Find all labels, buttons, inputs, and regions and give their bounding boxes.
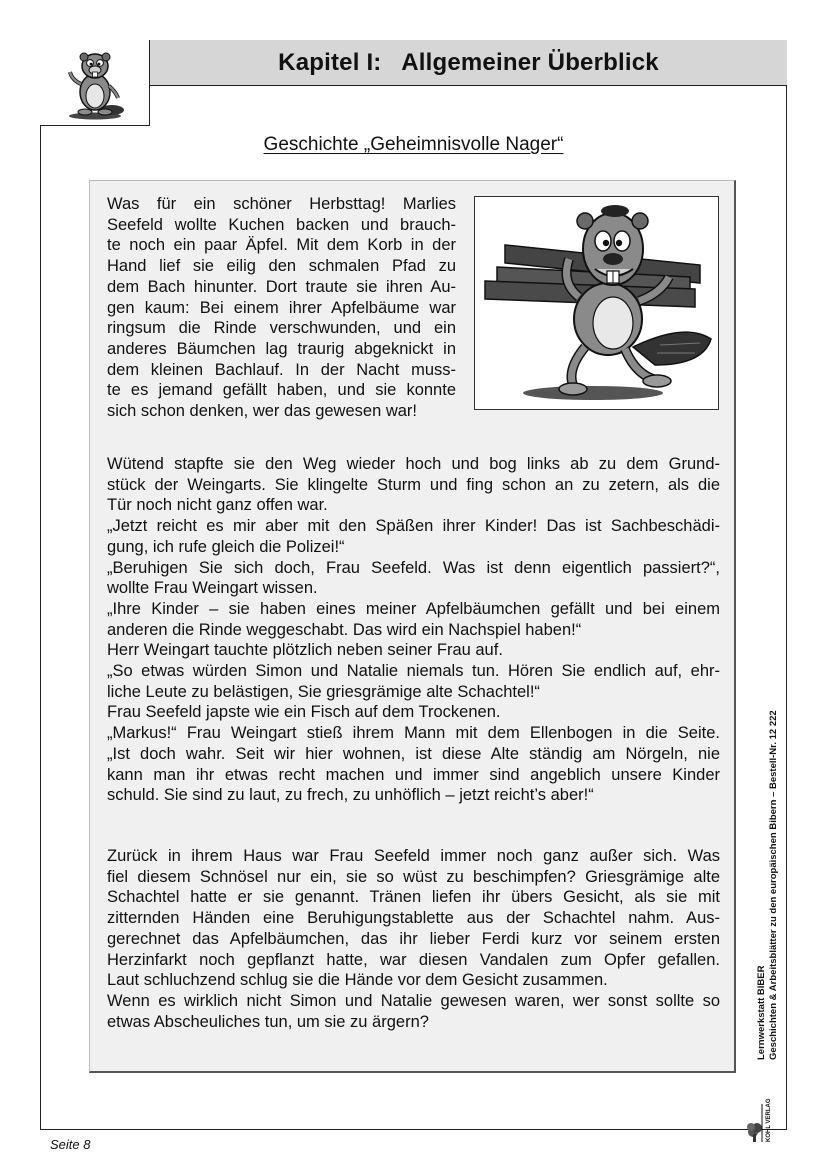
- beaver-carrying-planks-icon: [475, 197, 717, 408]
- text-line: „Ist doch wahr. Seit wir hier wohnen, ist diese Alte ständig am Nörgeln, nie: [107, 744, 720, 763]
- text-line: gerechnet das Apfelbäumchen, das ihr lieber Ferdi kurz vor seinem ersten: [107, 929, 720, 948]
- text-line: „So etwas würden Simon und Natalie niemals tun. Hören Sie endlich auf, ehr-: [107, 662, 720, 681]
- text-line: wollte Frau Weingart wissen.: [107, 579, 318, 598]
- text-line: ringsum die Rinde verschwunden, und ein: [107, 319, 456, 338]
- text-line: Tür noch nicht ganz offen war.: [107, 496, 328, 515]
- book-subtitle: Geschichten & Arbeitsblätter zu den europäischen Bibern – Bestell-Nr. 12 222: [767, 710, 779, 1060]
- text-line: Was für ein schöner Herbsttag! Marlies: [107, 195, 456, 213]
- text-line: Herzinfarkt noch gepflanzt hatte, war diesen Vandalen zum Opfer gefallen.: [107, 950, 720, 969]
- chapter-header: [150, 40, 787, 86]
- text-line: sich schon denken, wer das gewesen war!: [107, 402, 418, 421]
- story-illustration: [474, 196, 719, 410]
- text-line: Laut schluchzend schlug sie die Hände vor dem Gesicht zusammen.: [107, 971, 608, 990]
- chapter-title: Kapitel I: Allgemeiner Überblick: [278, 48, 659, 76]
- story-paragraph-3: [107, 846, 720, 1032]
- text-line: schuld. Sie sind zu laut, zu frech, zu unhöflich – jetzt reicht’s aber!“: [107, 786, 594, 805]
- beaver-mascot-icon: [60, 46, 130, 120]
- text-line: Hand lief sie eilig den schmalen Pfad zu: [107, 257, 456, 276]
- kohl-verlag-tree-logo-icon: [744, 1100, 780, 1144]
- text-line: te noch ein paar Äpfel. Mit dem Korb in der: [107, 236, 456, 255]
- text-line: liche Leute zu belästigen, Sie griesgrämige alte Schachtel!“: [107, 682, 540, 701]
- text-line: Wenn es wirklich nicht Simon und Natalie gewesen waren, wer sonst sollte so: [107, 991, 720, 1010]
- text-line: kann man ihr etwas recht machen und immer sind angeblich unsere Kinder: [107, 765, 720, 784]
- logo-box: [40, 40, 150, 126]
- story-paragraph-1: [107, 194, 456, 422]
- text-line: anderen die Rinde weggeschabt. Das wird ein Nachspiel haben!“: [107, 620, 582, 639]
- text-line: etwas Abscheuliches tun, um sie zu ärgern?: [107, 1012, 429, 1031]
- text-line: „Beruhigen Sie sich doch, Frau Seefeld. Was ist denn eigentlich passiert?“,: [107, 558, 720, 577]
- story-paragraph-2: [107, 454, 720, 806]
- text-line: dem kleinen Bachlauf. In der Nacht muss-: [107, 360, 456, 379]
- text-line: Schachtel hatte er sie genannt. Tränen liefen ihr übers Gesicht, als sie mit: [107, 888, 720, 907]
- text-line: gung, ich rufe gleich die Polizei!“: [107, 537, 345, 556]
- text-line: Seefeld wollte Kuchen backen und brauch-: [107, 215, 456, 234]
- text-line: Herr Weingart tauchte plötzlich neben seiner Frau auf.: [107, 641, 503, 660]
- text-line: „Jetzt reicht es mir aber mit den Späßen ihrer Kinder! Das ist Sachbeschädi-: [107, 517, 720, 536]
- text-line: gen kaum: Bei einem ihrer Apfelbäume war: [107, 298, 456, 317]
- text-line: „Markus!“ Frau Weingart stieß ihrem Mann mit dem Ellenbogen in die Seite.: [107, 724, 720, 743]
- series-title: Lernwerkstatt BIBER: [756, 965, 767, 1060]
- text-line: fiel diesem Schnösel nur ein, sie so wüst zu beschimpfen? Griesgrämige alte: [107, 867, 720, 886]
- text-line: zitternden Händen eine Beruhigungstablette aus der Schachtel nahm. Aus-: [107, 909, 720, 928]
- text-line: Frau Seefeld japste wie ein Fisch auf dem Trockenen.: [107, 703, 501, 722]
- text-line: Wütend stapfte sie den Weg wieder hoch und bog links ab zu dem Grund-: [107, 455, 720, 473]
- text-line: anderes Bäumchen lag traurig abgeknickt in: [107, 339, 456, 358]
- text-line: te es jemand gefällt haben, und sie konnte: [107, 381, 456, 400]
- text-line: „Ihre Kinder – sie haben eines meiner Apfelbäumchen gefällt und bei einem: [107, 599, 720, 618]
- text-line: stück der Weingarts. Sie klingelte Sturm und fing schon an zu zetern, als die: [107, 475, 720, 494]
- text-line: dem Bach hinunter. Dort traute sie ihren Au-: [107, 277, 456, 296]
- publication-info: [756, 710, 779, 1060]
- publisher-name: KOHL VERLAG: [766, 1098, 772, 1142]
- text-line: Zurück in ihrem Haus war Frau Seefeld immer noch ganz außer sich. Was: [107, 847, 720, 865]
- page-number: Seite 8: [50, 1137, 91, 1152]
- publisher-logo: [744, 1100, 780, 1144]
- story-title: Geschichte „Geheimnisvolle Nager“: [263, 134, 564, 155]
